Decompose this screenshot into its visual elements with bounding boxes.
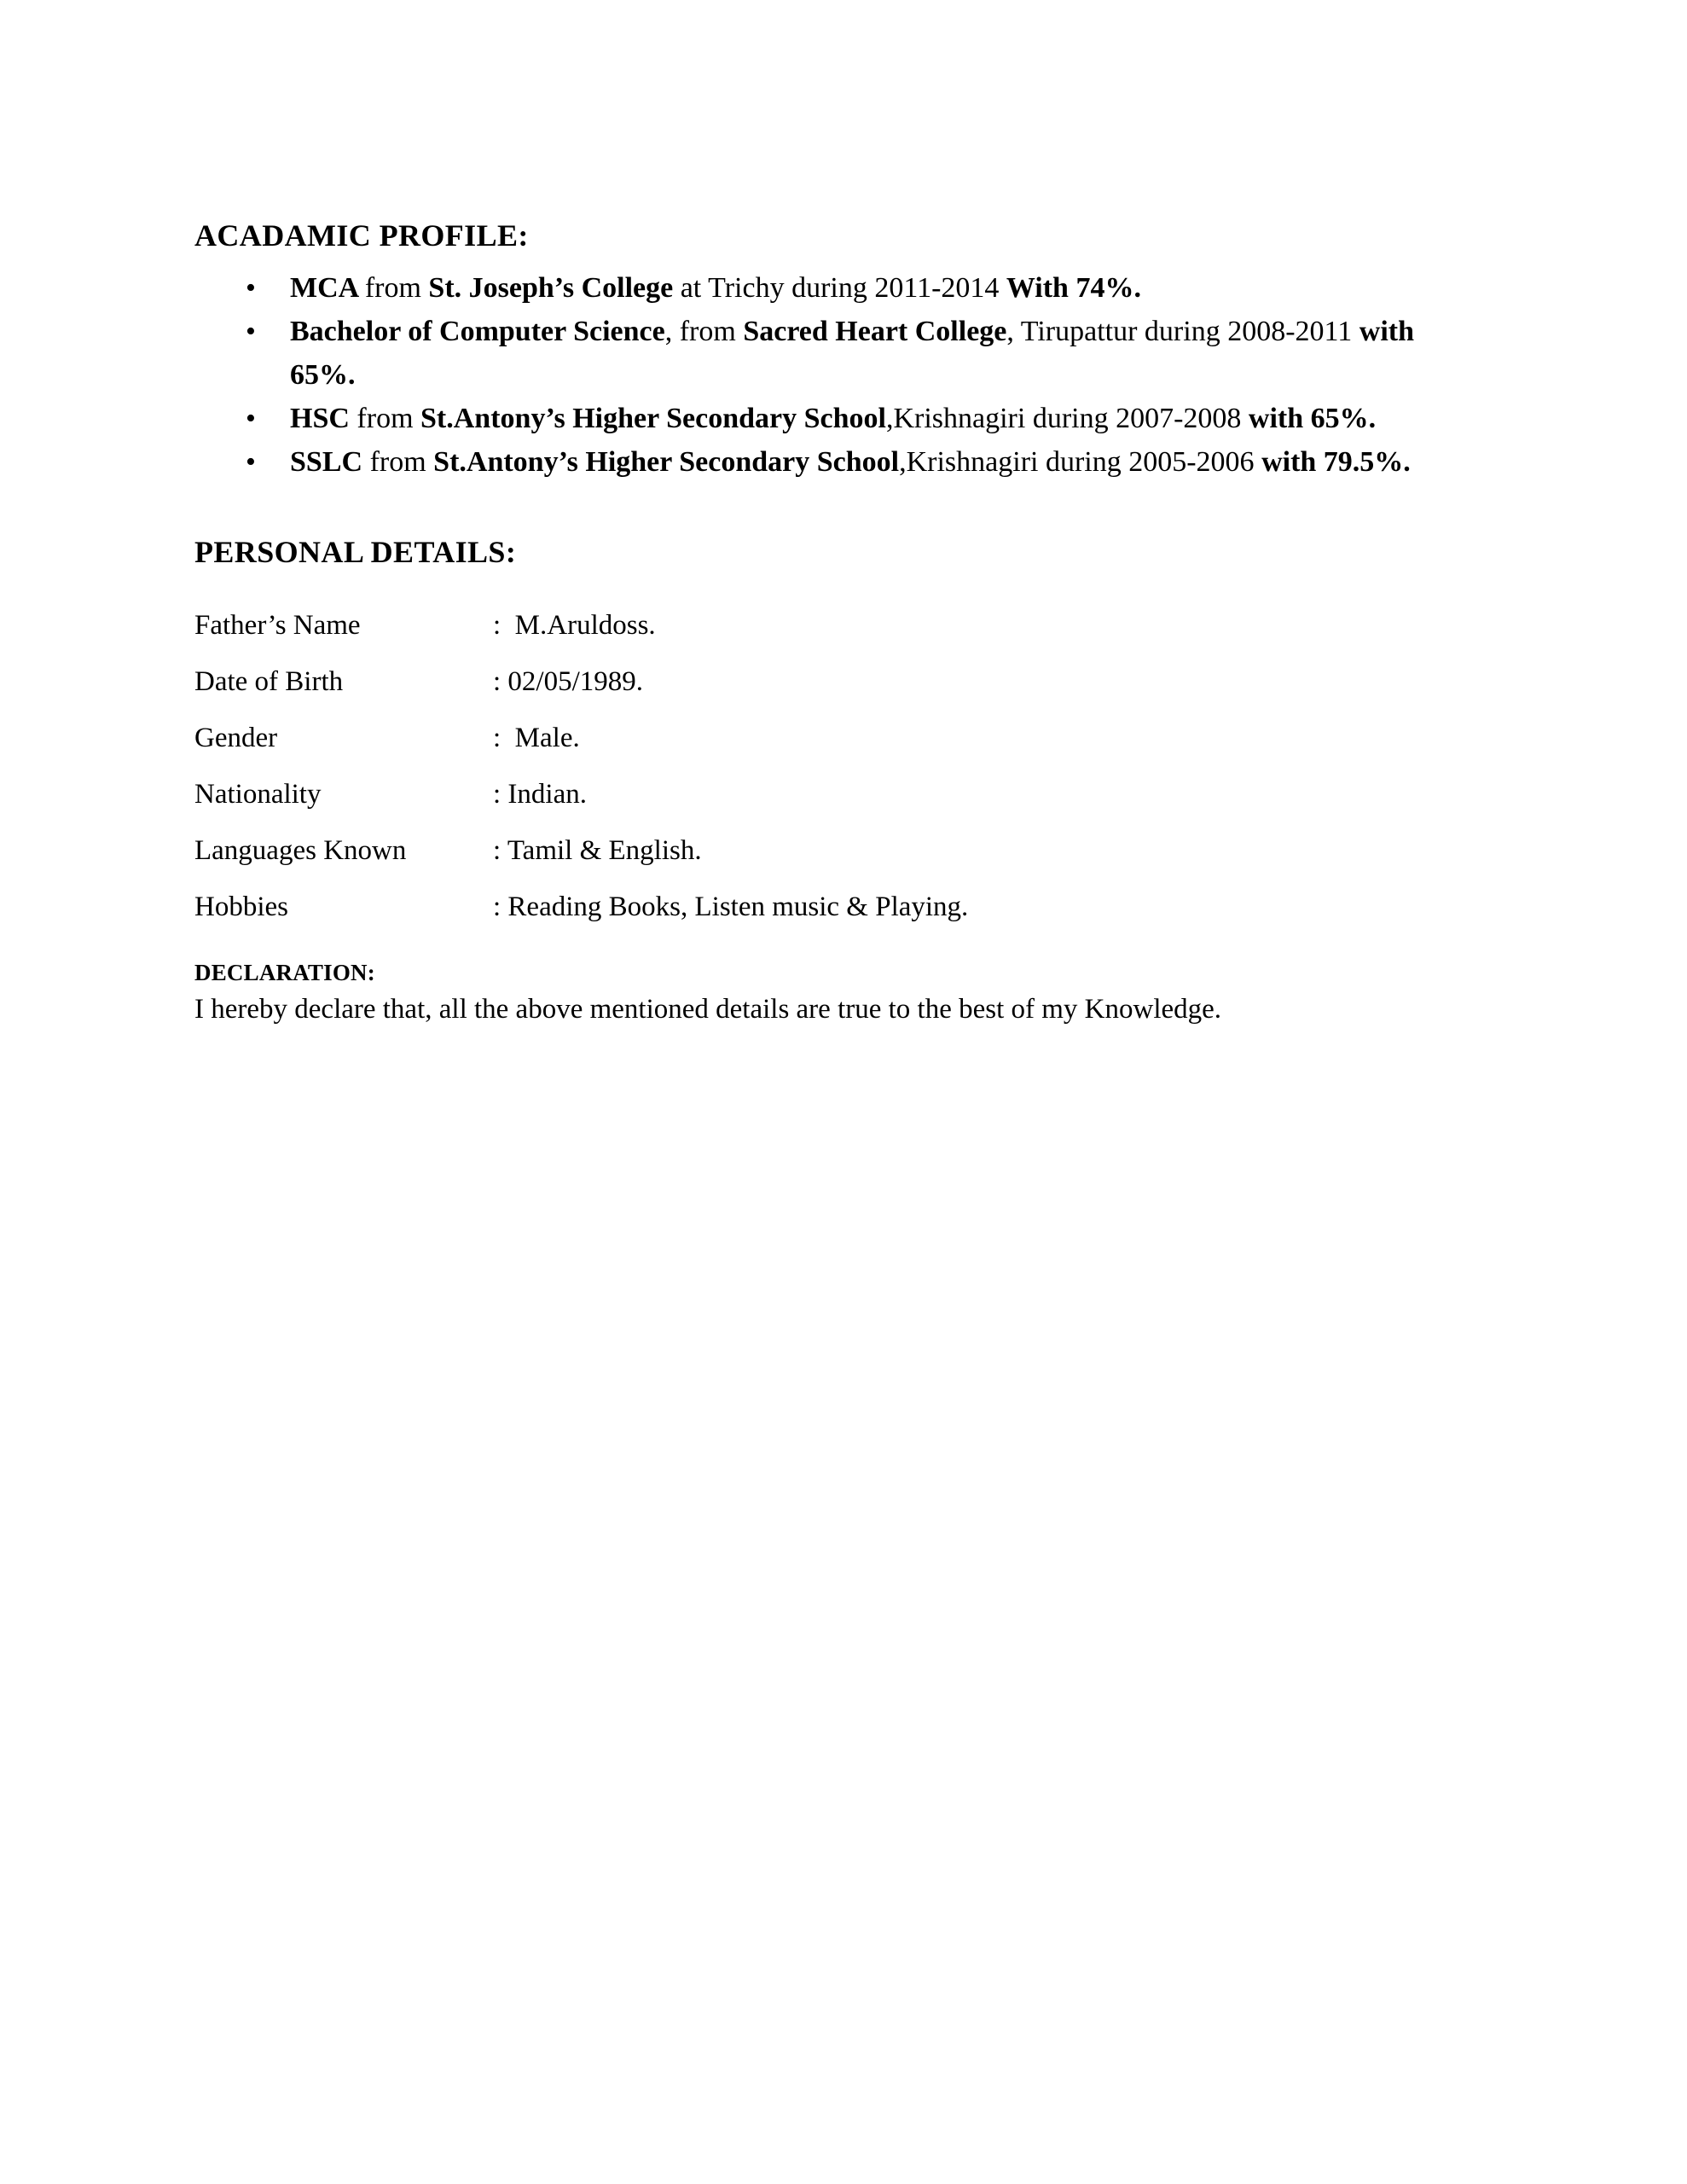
- detail-label: Gender: [194, 723, 278, 753]
- detail-row: [194, 893, 1465, 921]
- detail-row: [194, 724, 1465, 752]
- text-run-bold: with 65%.: [1248, 403, 1377, 434]
- list-item-text: [290, 316, 1414, 391]
- list-item-text: [290, 446, 1411, 478]
- list-item-text: [290, 403, 1376, 434]
- list-item: [194, 440, 1465, 484]
- bullet-icon: •: [246, 403, 256, 434]
- detail-value: : Indian.: [493, 779, 587, 810]
- detail-row: [194, 668, 1465, 696]
- declaration-body-text: I hereby declare that, all the above mentioned details are true to the best of my Knowledge.: [194, 994, 1222, 1025]
- text-run-regular: from: [357, 403, 421, 434]
- text-run-regular: from: [364, 272, 429, 304]
- detail-row: [194, 612, 1465, 640]
- text-run-regular: ,Krishnagiri during 2005-2006: [899, 446, 1262, 478]
- text-run-bold: MCA: [290, 272, 365, 304]
- detail-value: : M.Aruldoss.: [493, 610, 656, 641]
- text-run-bold: Bachelor of Computer Science: [290, 316, 665, 347]
- detail-label: Nationality: [194, 779, 322, 810]
- personal-details-list: [194, 612, 1465, 921]
- declaration-heading: DECLARATION:: [194, 960, 375, 985]
- text-run-bold: St. Joseph’s College: [428, 272, 674, 304]
- detail-value: : Reading Books, Listen music & Playing.: [493, 892, 969, 922]
- text-run-bold: with 79.5%.: [1261, 446, 1411, 478]
- list-item: [194, 266, 1465, 310]
- academic-profile-list: [194, 266, 1465, 484]
- text-run-bold: SSLC: [290, 446, 370, 478]
- bullet-icon: •: [246, 316, 256, 347]
- academic-profile-heading: ACADAMIC PROFILE:: [194, 218, 529, 253]
- detail-row: [194, 781, 1465, 809]
- detail-label: Hobbies: [194, 892, 288, 922]
- detail-label: Languages Known: [194, 835, 407, 866]
- text-run-regular: ,Krishnagiri during 2007-2008: [885, 403, 1249, 434]
- text-run-regular: at Trichy during 2011-2014: [673, 272, 1006, 304]
- detail-row: [194, 837, 1465, 865]
- detail-value: : Male.: [493, 723, 580, 753]
- text-run-regular: from: [369, 446, 434, 478]
- list-item: [194, 310, 1465, 397]
- text-run-bold: Sacred Heart College: [743, 316, 1007, 347]
- text-run-regular: , from: [664, 316, 744, 347]
- text-run-bold: St.Antony’s Higher Secondary School: [433, 446, 900, 478]
- list-item: [194, 397, 1465, 440]
- text-run-bold: HSC: [290, 403, 357, 434]
- detail-label: Father’s Name: [194, 610, 361, 641]
- detail-value: : 02/05/1989.: [493, 666, 644, 697]
- bullet-icon: •: [246, 446, 256, 478]
- personal-details-heading: PERSONAL DETAILS:: [194, 535, 517, 569]
- document-content: [194, 220, 1465, 1027]
- text-run-bold: with 65%.: [290, 316, 1414, 391]
- bullet-icon: •: [246, 272, 256, 304]
- list-item-text: [290, 272, 1141, 304]
- text-run-regular: , Tirupattur during 2008-2011: [1006, 316, 1359, 347]
- detail-label: Date of Birth: [194, 666, 344, 697]
- detail-value: : Tamil & English.: [493, 835, 702, 866]
- text-run-bold: With 74%.: [1006, 272, 1141, 304]
- text-run-bold: St.Antony’s Higher Secondary School: [420, 403, 886, 434]
